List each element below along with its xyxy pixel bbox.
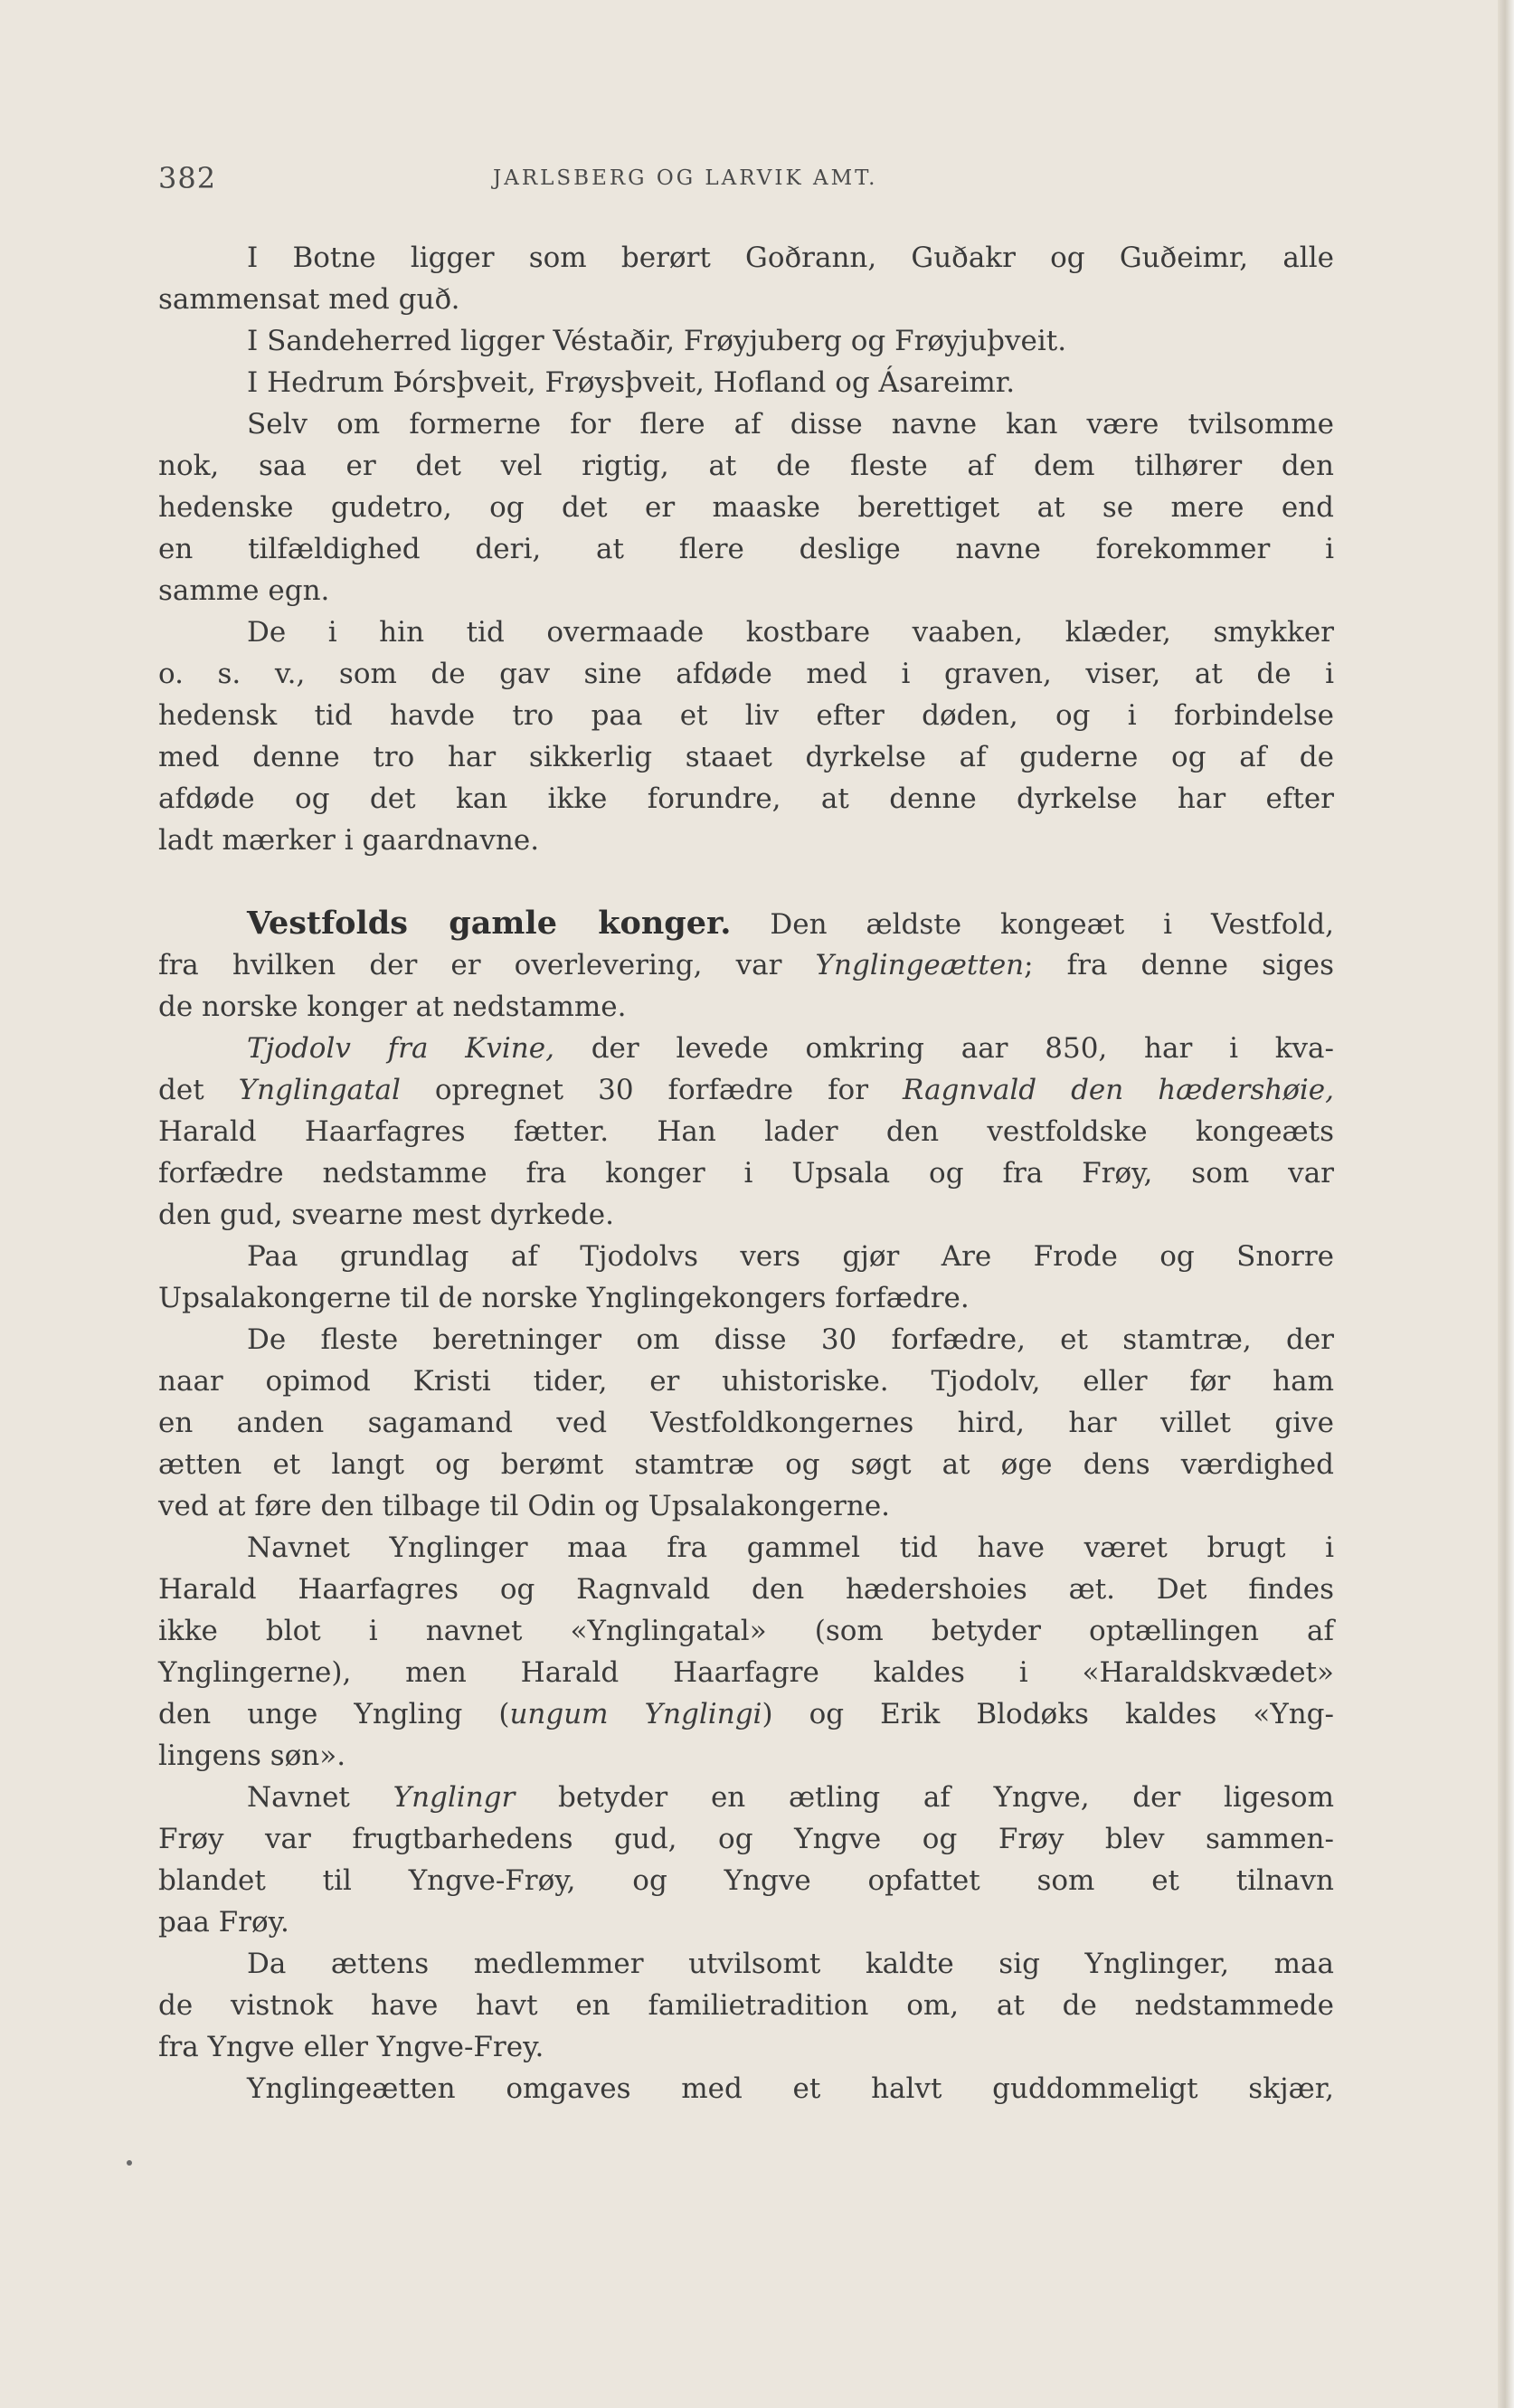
italic-term: Ynglingatal xyxy=(238,1074,401,1106)
italic-term: Ragnvald den hædershøie, xyxy=(903,1074,1334,1106)
running-head xyxy=(158,161,1334,203)
running-title: JARLSBERG OG LARVIK AMT. xyxy=(493,166,878,190)
text-span: der levede omkring aar 850, har i kva- xyxy=(554,1032,1335,1065)
text-line: samme egn. xyxy=(158,574,330,607)
text-line xyxy=(158,944,1334,986)
text-line: lingens søn». xyxy=(158,1740,346,1772)
text-line: ikke blot i navnet «Ynglingatal» (som betyder optællingen af xyxy=(158,1615,1334,1647)
section-first-line xyxy=(158,903,1334,944)
text-line: ved at føre den tilbage til Odin og Upsalakongerne. xyxy=(158,1490,891,1522)
text-line: en tilfældighed deri, at flere deslige navne forekommer i xyxy=(158,533,1334,565)
text-line: de vistnok have havt en familietradition om, at de nedstammede xyxy=(158,1989,1334,2022)
text-line: I Botne ligger som berørt Goðrann, Guðakr og Guðeimr, alle xyxy=(247,242,1334,274)
page-number: 382 xyxy=(158,161,217,195)
text-line: fra Yngve eller Yngve-Frey. xyxy=(158,2031,544,2063)
text-span: Navnet xyxy=(247,1781,393,1814)
text-line: Harald Haarfagres fætter. Han lader den vestfoldske kongeæts xyxy=(158,1115,1334,1148)
main-text xyxy=(158,237,1334,2109)
section-heading: Vestfolds gamle konger. xyxy=(247,905,732,942)
text-span: den unge Yngling ( xyxy=(158,1698,510,1730)
italic-term: Ynglingeætten xyxy=(815,949,1025,981)
text-line: o. s. v., som de gav sine afdøde med i graven, viser, at de i xyxy=(158,658,1334,690)
text-line: Navnet Ynglinger maa fra gammel tid have været brugt i xyxy=(247,1531,1334,1564)
text-line: ladt mærker i gaardnavne. xyxy=(158,824,540,857)
text-line: hedenske gudetro, og det er maaske berettiget at se mere end xyxy=(158,491,1334,524)
text-span: ; fra denne siges xyxy=(1024,949,1334,981)
text-line: Upsalakongerne til de norske Ynglingekongers forfædre. xyxy=(158,1282,970,1314)
text-span: Den ældste kongeæt i Vestfold, xyxy=(770,908,1334,941)
text-line: Ynglingeætten omgaves med et halvt guddommeligt skjær, xyxy=(247,2072,1334,2105)
text-line: sammensat med guð. xyxy=(158,283,460,316)
text-line xyxy=(158,1028,1334,1069)
italic-term: ungum Ynglingi xyxy=(509,1698,762,1730)
text-line: en anden sagamand ved Vestfoldkongernes hird, har villet give xyxy=(158,1407,1334,1439)
text-line: paa Frøy. xyxy=(158,1906,289,1939)
text-line: De i hin tid overmaade kostbare vaaben, klæder, smykker xyxy=(247,616,1334,649)
text-span: ) og Erik Blodøks kaldes «Yng- xyxy=(762,1698,1334,1730)
text-line: De fleste beretninger om disse 30 forfædre, et stamtræ, der xyxy=(247,1323,1334,1356)
text-line: ætten et langt og berømt stamtræ og søgt at øge dens værdighed xyxy=(158,1448,1334,1481)
text-span: opregnet 30 forfædre for xyxy=(400,1074,904,1106)
text-line: nok, saa er det vel rigtig, at de fleste af dem tilhører den xyxy=(158,450,1334,482)
text-line xyxy=(158,1777,1334,1818)
text-line: naar opimod Kristi tider, er uhistoriske. Tjodolv, eller før ham xyxy=(158,1365,1334,1398)
text-line: hedensk tid havde tro paa et liv efter døden, og i forbindelse xyxy=(158,699,1334,732)
print-speck xyxy=(127,2160,132,2166)
text-line: I Sandeherred ligger Véstaðir, Frøyjuberg og Frøyjuþveit. xyxy=(247,325,1067,357)
text-line: Selv om formerne for flere af disse navne kan være tvilsomme xyxy=(247,408,1334,441)
text-line: Frøy var frugtbarhedens gud, og Yngve og Frøy blev sammen- xyxy=(158,1823,1334,1855)
text-line: den gud, svearne mest dyrkede. xyxy=(158,1199,614,1231)
text-line: forfædre nedstamme fra konger i Upsala og fra Frøy, som var xyxy=(158,1157,1334,1190)
text-line xyxy=(158,1069,1334,1111)
text-span: betyder en ætling af Yngve, der ligesom xyxy=(515,1781,1334,1814)
text-line: Harald Haarfagres og Ragnvald den hædershoies æt. Det findes xyxy=(158,1573,1334,1606)
text-line: Da ættens medlemmer utvilsomt kaldte sig Ynglinger, maa xyxy=(247,1948,1334,1980)
text-line: med denne tro har sikkerlig staaet dyrkelse af guderne og af de xyxy=(158,741,1334,773)
italic-term: Ynglingr xyxy=(393,1781,516,1814)
text-line: afdøde og det kan ikke forundre, at denne dyrkelse har efter xyxy=(158,782,1334,815)
italic-term: Tjodolv fra Kvine, xyxy=(247,1032,554,1065)
text-line: Paa grundlag af Tjodolvs vers gjør Are Frode og Snorre xyxy=(247,1240,1334,1273)
text-line: Ynglingerne), men Harald Haarfagre kaldes i «Haraldskvædet» xyxy=(158,1656,1334,1689)
text-span: fra hvilken der er overlevering, var xyxy=(158,949,816,981)
text-line: de norske konger at nedstamme. xyxy=(158,991,627,1023)
section-gap xyxy=(158,861,1334,903)
text-span: det xyxy=(158,1074,239,1106)
text-line xyxy=(158,1693,1334,1735)
text-line: blandet til Yngve-Frøy, og Yngve opfattet som et tilnavn xyxy=(158,1864,1334,1897)
text-line: I Hedrum Þórsþveit, Frøysþveit, Hofland og Ásareimr. xyxy=(247,366,1016,399)
page-edge-shadow xyxy=(1498,0,1514,2408)
